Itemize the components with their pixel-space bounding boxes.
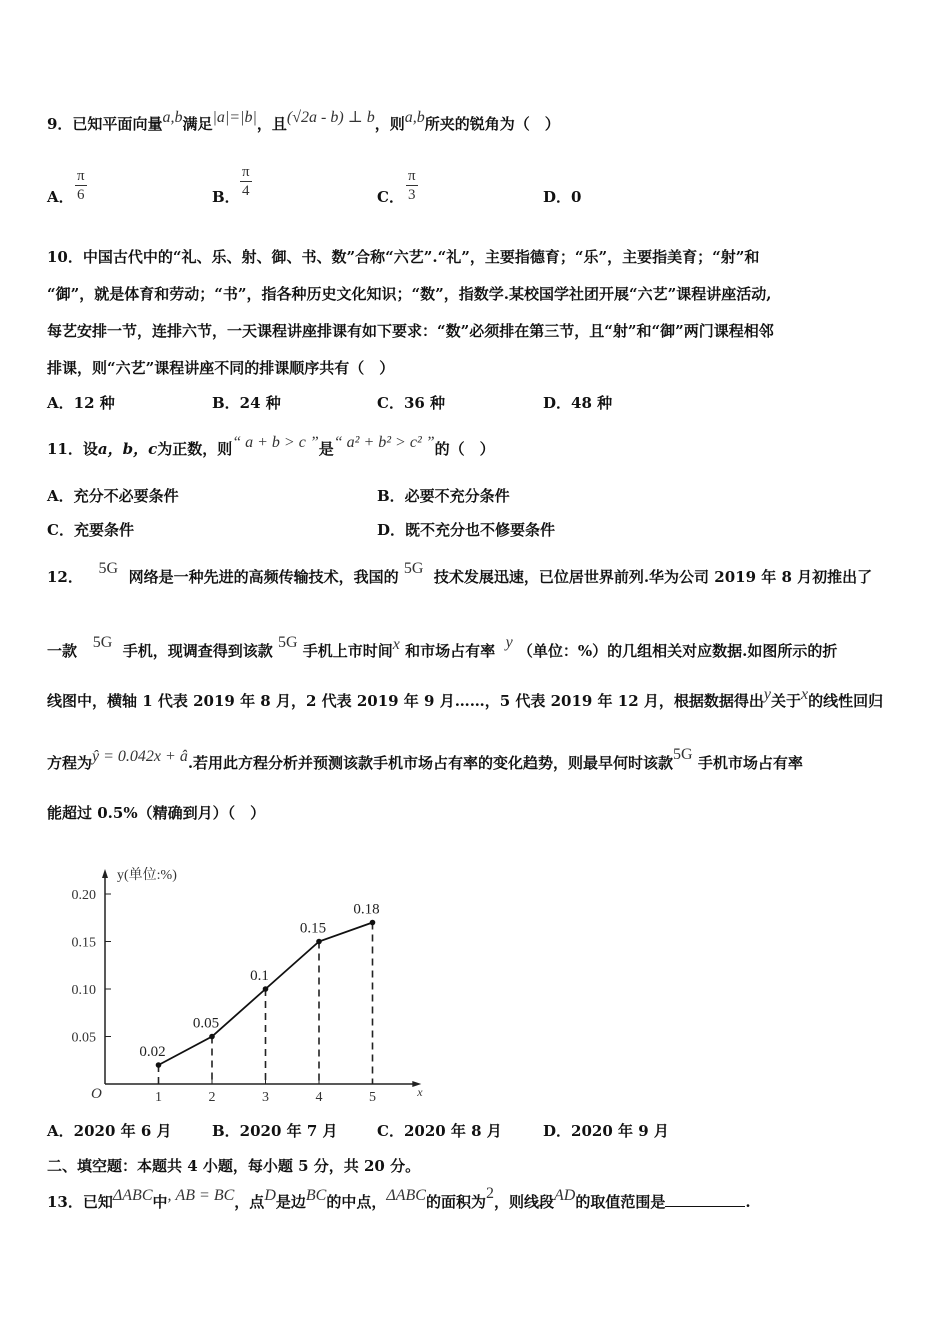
x-axis-label: x (417, 1085, 423, 1099)
q9-option-b[interactable]: B． (212, 188, 240, 206)
q11-option-a[interactable]: A．充分不必要条件 (47, 487, 179, 505)
q12-y: y (505, 634, 513, 651)
q12-y: y (763, 686, 771, 703)
origin-label: O (91, 1086, 102, 1102)
q12-option-d[interactable]: D．2020 年 9 月 (543, 1122, 669, 1140)
q9-option-d[interactable]: D．0 (543, 188, 582, 206)
q12-line-1: 12． 5G 网络是一种先进的高频传输技术，我国的 5G 技术发展迅速，已位居世界前列.华为公司 2019 年 8 月初推出了 (47, 560, 873, 586)
q12-line-5: 能超过 0.5%（精确到月）（ ） (47, 804, 266, 822)
q12-x: x (392, 636, 400, 653)
data-point (209, 1034, 215, 1040)
q13-area: 2 (485, 1185, 494, 1202)
x-tick-label: 2 (208, 1090, 216, 1105)
q10-option-d[interactable]: D．48 种 (543, 394, 613, 412)
data-label: 0.18 (353, 901, 380, 918)
y-tick-label: 0.20 (71, 888, 96, 903)
q12-5g: 5G (92, 634, 113, 651)
x-tick-label: 1 (155, 1090, 162, 1105)
q9-option-a[interactable]: A． (47, 188, 74, 206)
q11-stem: 11．设a，b，c为正数，则“ a + b > c ”是“ a² + b² > c² ”的（ ） (47, 434, 495, 458)
x-tick-label: 4 (315, 1090, 323, 1105)
data-label: 0.15 (299, 920, 327, 937)
q12-line-3: 线图中，横轴 1 代表 2019 年 8 月，2 代表 2019 年 9 月……，5 代表 2019 年 12 月，根据数据得出y关于x的线性回归 (47, 686, 884, 710)
data-point (156, 1062, 162, 1068)
y-tick-label: 0.05 (71, 1030, 96, 1046)
q9-stem: 9．已知平面向量a,b满足|a|=|b|，且(√2a - b) ⊥ b，则a,b所夹的锐角为（ ） (47, 109, 560, 133)
section-heading: 二、填空题：本题共 4 小题，每小题 5 分，共 20 分。 (47, 1157, 421, 1175)
data-point (316, 939, 322, 945)
q11-cond2: “ a² + b² > c² ” (333, 434, 435, 451)
regression-equation: ŷ = 0.042x + â (92, 748, 188, 765)
q10-line-3: 每艺安排一节，连排六节，一天课程讲座排课有如下要求：“数”必须排在第三节，且“射”和“御”两门课程相邻 (47, 322, 774, 340)
q9-cond1: |a|=|b| (212, 109, 257, 126)
y-axis-label: y(单位:%) (117, 868, 177, 883)
q13-bc: BC (305, 1187, 327, 1204)
q12-x: x (801, 686, 809, 703)
q9-option-b-fraction: $\frac{\pi}{4}$ (242, 164, 250, 199)
data-label: 0.1 (250, 968, 269, 984)
q10-line-4: 排课，则“六艺”课程讲座不同的排课顺序共有（ ） (47, 359, 395, 377)
y-axis-arrow (102, 869, 108, 878)
q10-option-b[interactable]: B．24 种 (212, 394, 281, 412)
q13-stem: 13．已知ΔABC中, AB = BC，点D是边BC的中点，ΔABC的面积为2，则线段AD的取值范围是 . (47, 1185, 751, 1211)
answer-blank[interactable] (665, 1192, 745, 1207)
q12-line-2: 一款 5G 手机，现调查得到该款 5G 手机上市时间x 和市场占有率 y （单位：%）的几组相关对应数据.如图所示的折 (47, 634, 838, 660)
q9-option-c[interactable]: C． (377, 188, 404, 206)
data-point (370, 920, 376, 926)
q12-5g: 5G (277, 634, 298, 651)
data-label: 0.05 (192, 1015, 220, 1032)
q12-option-a[interactable]: A．2020 年 6 月 (47, 1122, 172, 1140)
q13-ab-eq-bc: , AB = BC (167, 1187, 235, 1204)
q9-ab: a,b (162, 109, 183, 126)
q12-5g: 5G (673, 746, 693, 763)
line-chart (60, 848, 440, 1108)
data-label: 0.02 (139, 1044, 166, 1060)
y-tick-label: 0.15 (71, 935, 96, 951)
q11-option-c[interactable]: C．充要条件 (47, 521, 134, 539)
q13-triangle-2: ΔABC (386, 1187, 426, 1204)
q10-option-c[interactable]: C．36 种 (377, 394, 446, 412)
q12-option-b[interactable]: B．2020 年 7 月 (212, 1122, 338, 1140)
q12-line-4: 方程为ŷ = 0.042x + â.若用此方程分析并预测该款手机市场占有率的变化趋势，则最早何时该款5G 手机市场占有率 (47, 746, 803, 772)
q9-ab2: a,b (404, 109, 425, 126)
q10-line-2: “御”，就是体育和劳动；“书”，指各种历史文化知识；“数”，指数学.某校国学社团开展“六艺”课程讲座活动, (47, 285, 772, 303)
q10-line-1: 10．中国古代中的“礼、乐、射、御、书、数”合称“六艺”.“礼”，主要指德育；“乐”，主要指美育；“射”和 (47, 248, 760, 266)
q10-option-a[interactable]: A．12 种 (47, 394, 115, 412)
q9-option-a-fraction: $\frac{\pi}{6}$ (77, 168, 85, 203)
q9-option-c-fraction: $\frac{\pi}{3}$ (408, 168, 416, 203)
q9-cond2: (√2a - b) ⊥ b (286, 109, 375, 126)
q11-option-b[interactable]: B．必要不充分条件 (377, 487, 510, 505)
x-tick-label: 5 (369, 1090, 376, 1105)
q12-5g: 5G (98, 560, 119, 577)
q11-option-d[interactable]: D．既不充分也不修要条件 (377, 521, 556, 539)
q13-triangle: ΔABC (112, 1187, 153, 1204)
q11-cond1: “ a + b > c ” (232, 434, 319, 451)
q12-5g: 5G (403, 560, 424, 577)
x-tick-label: 3 (262, 1090, 269, 1105)
q12-option-c[interactable]: C．2020 年 8 月 (377, 1122, 502, 1140)
q13-ad: AD (554, 1187, 576, 1204)
y-tick-label: 0.10 (71, 983, 96, 998)
q13-point-d: D (264, 1187, 276, 1204)
data-point (263, 986, 269, 992)
